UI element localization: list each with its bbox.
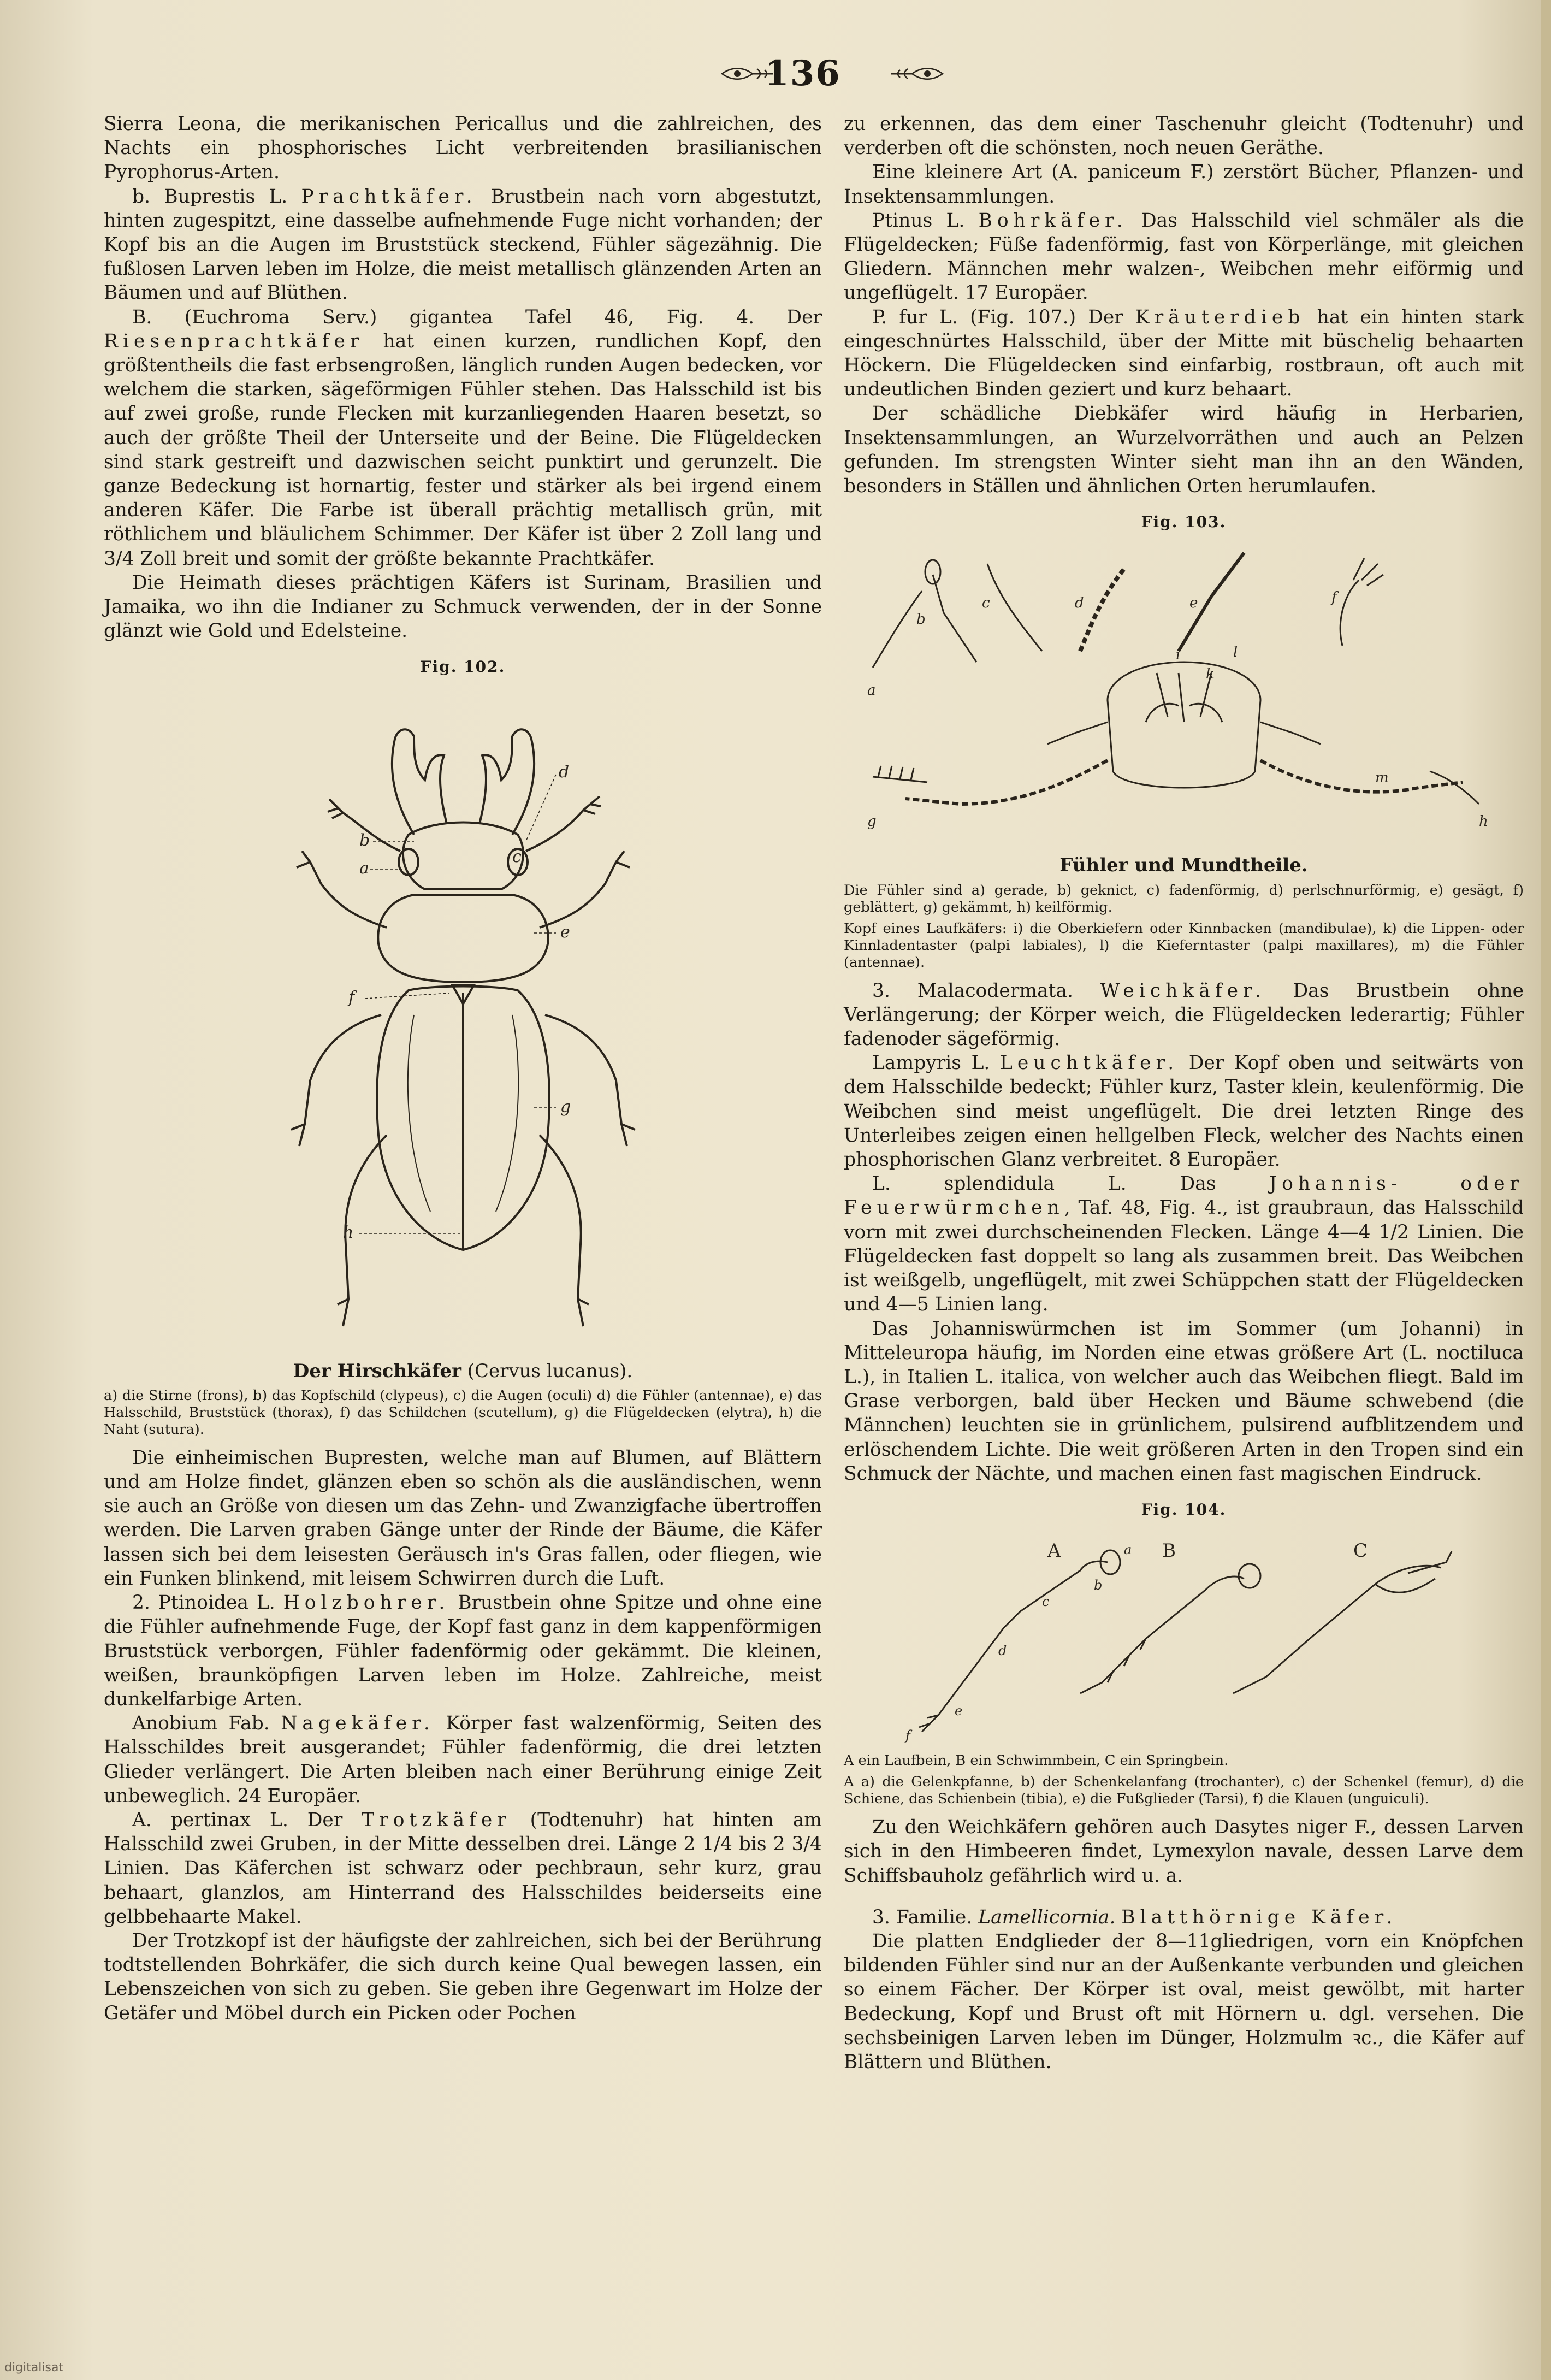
mandible-left [1146,704,1179,723]
paragraph-text: Das Halsschild viel schmäler als die Flügeldecken; Füße fadenförmig, fast von Körperlänge, mit gleichen Gliedern. Männchen mehr walzen-, Weibchen mehr eiförmig und ungeflügelt. 17 Europäer. [844,209,1524,304]
page-edge [1541,0,1551,2380]
figure-103 [844,510,1524,971]
beetle-head-outline [1108,662,1260,788]
figure-legend: A ein Laufbein, B ein Schwimmbein, C ein Springbein. [844,1752,1229,1769]
antenna-lamellate [1340,558,1383,646]
antenna-straight [873,591,922,668]
paragraph: zu erkennen, das dem einer Taschenuhr gleicht (Todtenuhr) und verderben oft die schönsten, noch neuen Geräthe. [844,113,1524,160]
beetle-thorax [378,895,548,982]
antennae-mouthparts-illustration [851,542,1517,848]
family-common: Blatthörnige Käfer. [1121,1906,1398,1928]
fig-label: f [1331,589,1337,606]
paragraph-text: (Todtenuhr) hat hinten am Halsschild zwei Gruben, in der Mitte desselben drei. Länge 2 1/4 bis 2 3/4 Linien. Das Käferchen ist schwarz oder pechbraun, sehr kurz, grau behaart, glanzlos, am Hinterrand des Halsschildes beiderseits eine gelbbehaarte Makel. [104,1809,822,1928]
page-header [715,52,890,96]
paragraph [844,209,1524,305]
antenna-elbowed [933,575,976,662]
paragraph: Der Trotzkopf ist der häufigste der zahlreichen, sich bei der Berührung todtstellenden Bohrkäfer, die sich durch keine Qual bewegen lassen, ein Lebenszeichen von sich zu geben. Sie geben ihre Gegenwart im Holze der Getäfer und Möbel durch ein Picken oder Pochen [104,1929,822,2024]
common-name: Prachtkäfer. [301,185,477,208]
antenna-serrate [1179,553,1244,651]
right-column [844,112,1524,2074]
paragraph: Eine kleinere Art (A. paniceum F.) zerstört Bücher, Pflanzen- und Insektensammlungen. [844,161,1524,208]
paragraph [104,185,822,305]
antenna-pectinate [873,766,927,782]
running-leg [919,1561,1108,1732]
jumping-leg [1233,1566,1441,1693]
family-heading [844,1905,1524,1929]
paragraph [844,305,1524,402]
fig-label: b [1093,1578,1102,1593]
antenna-moniliform [1080,569,1124,651]
antenna-filiform [987,564,1042,651]
group-name: 3. Malacodermata. [872,979,1073,1002]
fig-label: c [1041,1594,1049,1610]
fig-label: C [1353,1540,1368,1562]
genus-name: Lampyris L. [872,1052,990,1074]
genus-name: Ptinus L. [872,209,965,232]
paragraph: Das Johanniswürmchen ist im Sommer (um Johanni) in Mitteleuropa häufig, im Norden eine etwas größere Art (L. noctiluca L.), in Italien L. italica, von welcher auch das Weibchen fliegt. Bald im Grase verborgen, bald über Hecken und Bäume schwebend (die Männchen) leuchten sie in grünlichem, pulsirend aufblitzendem und erlöschendem Lichte. Die weit größeren Arten in den Tropen sind ein Schmuck der Nächte, und machen einen fast magischen Eindruck. [844,1318,1524,1485]
mid-leg-left [291,1015,381,1146]
common-name: Nagekäfer. [281,1712,435,1735]
common-name: Holzbohrer. [283,1592,450,1614]
paragraph-text: Das Brustbein ohne Verlängerung; der Körper weich, die Flügeldecken lederartig; Fühler fadenoder sägeförmig. [844,979,1524,1050]
figure-caption [844,853,1524,877]
paragraph [104,1808,822,1929]
fig-label: g [560,1097,571,1117]
footer-watermark: digitalisat [4,2361,64,2375]
left-column [104,112,822,2025]
fig-label: d [1074,595,1084,612]
common-name: Bohrkäfer. [978,209,1128,232]
paragraph: Die einheimischen Bupresten, welche man auf Blumen, auf Blättern und am Holze findet, glänzen eben so schön als die ausländischen, wenn sie auch an Größe von diesen um das Zehn- und Zwanzigfache übertroffen werden. Die Larven graben Gänge unter der Rinde der Bäume, die Käfer lassen sich bei dem leisesten Geräusch in's Gras fallen, oder fliegen, wie ein Funken blinkend, mit leisem Schwirren durch die Luft. [104,1446,822,1590]
page-number: 136 [765,53,841,94]
fig-label: d [558,762,569,782]
beetle-head [403,822,523,889]
fig-label: b [359,830,370,850]
paragraph-text: A. pertinax L. Der [132,1809,362,1831]
fig-label: k [1205,666,1215,683]
paragraph: Die Heimath dieses prächtigen Käfers ist Surinam, Brasilien und Jamaika, wo ihn die Indianer zu Schmuck verwenden, der in der Sonne glänzt wie Gold und Edelsteine. [104,571,822,642]
paragraph: Die platten Endglieder der 8—11gliedrigen, vorn ein Knöpfchen bildenden Fühler sind nur an der Außenkante verbunden und gleichen so einem Fächer. Der Körper ist oval, meist gewölbt, mit harter Bedeckung, Kopf und Brust oft mit Hörnern u. dgl. versehen. Die sechsbeinigen Larven leben im Dünger, Holzmulm ꝛc., die Käfer auf Blättern und Blüthen. [844,1930,1524,2073]
genus-name: Anobium Fab. [132,1712,270,1735]
paragraph-text: , Taf. 48, Fig. 4., ist graubraun, das Halsschild vorn mit zwei durchscheinenden Flecken. Länge 4—4 1/2 Linien. Die Flügeldecken fast doppelt so lang als zusammen breit. Das Weibchen ist weißgelb, ungeflügelt, mit zwei Schüppchen statt der Flügeldecken und 4—5 Linien lang. [844,1197,1524,1316]
paragraph [844,979,1524,1052]
figure-legend: a) die Stirne (frons), b) das Kopfschild (clypeus), c) die Augen (oculi) d) die Fühler (antennae), e) das Halsschild, Bruststück (thorax), f) das Schildchen (scutellum), g) die Flügeldecken (elytra), h) die Naht (sutura). [104,1387,822,1438]
caption-name: Fühler und Mundtheile. [1059,854,1308,877]
figure-legend: Kopf eines Laufkäfers: i) die Oberkiefern oder Kinnbacken (mandibulae), k) die Lippen- oder Kinnladentaster (palpi labiales), l) die Kieferntaster (palpi maxillares), m) die Fühler (antennae). [844,920,1524,971]
paragraph-text: Brustbein nach vorn abgestutzt, hinten zugespitzt, eine dasselbe aufnehmende Fuge nicht vorhanden; der Kopf bis an die Augen im Bruststück steckend, Fühler sägezähnig. Die fußlosen Larven leben im Holze, die meist metallisch glänzenden Arten an Bäumen und auf Blüthen. [104,185,822,304]
paragraph-text: B. (Euchroma Serv.) gigantea Tafel 46, Fig. 4. Der [132,306,822,328]
paragraph: Sierra Leona, die merikanischen Pericallus und die zahlreichen, des Nachts ein phosphorisches Licht verbreitenden brasilianischen Pyrophorus-Arten. [104,113,822,184]
left-mandible [392,729,446,835]
caption-name: Der Hirschkäfer [293,1360,461,1382]
stag-beetle-illustration [250,687,676,1354]
fig-label: f [348,988,354,1007]
fig-label: f [905,1728,910,1744]
figure-legend: A a) die Gelenkpfanne, b) der Schenkelanfang (trochanter), c) der Schenkel (femur), d) die Schiene, das Schienbein (tibia), e) die Fußglieder (Tarsi), f) die Klauen (unguiculi). [844,1774,1524,1808]
paragraph-text: hat ein hinten stark eingeschnürtes Halsschild, über der Mitte mit büschelig behaarten Höckern. Die Flügeldecken sind einfarbig, rostbraun, oft auch mit undeutlichen Binden geziert und kurz behaart. [844,306,1524,401]
front-leg-left [297,851,387,928]
fig-label: c [512,847,522,866]
paragraph: Zu den Weichkäfern gehören auch Dasytes niger F., dessen Larven sich in den Himbeeren findet, Lymexylon navale, dessen Larve dem Schiffsbauholz gefährlich wird u. a. [844,1816,1524,1887]
mandible-right [1189,704,1222,723]
figure-title: Fig. 104. [1141,1500,1227,1519]
common-name: Trotzkäfer [362,1809,511,1831]
front-leg-right [540,851,630,928]
mid-leg-right [545,1015,635,1146]
figure-104 [844,1498,1524,1808]
fig-label: A [1047,1540,1061,1562]
common-name: Riesenprachtkäfer [104,330,364,352]
paragraph [104,1591,822,1711]
palp-left [1047,722,1108,744]
paragraph [844,1051,1524,1172]
hind-leg-right [540,1135,589,1326]
fig-label: a [1123,1542,1132,1558]
fig-label: h [1478,813,1488,830]
caption-latin: (Cervus lucanus). [461,1360,633,1382]
fig-label: h [342,1223,353,1242]
antenna-left-long [905,760,1108,804]
common-name: Leuchtkäfer. [999,1052,1179,1074]
right-mandible [479,729,534,835]
group-name: 2. Ptinoidea L. [132,1592,275,1614]
figure-title: Fig. 103. [1141,513,1227,531]
fig-label: b [916,611,926,628]
paragraph-text: L. splendidula L. Das [872,1173,1270,1195]
antenna-right [526,796,601,851]
fig-label: e [560,922,570,942]
family-number: 3. Familie. [872,1906,979,1928]
paragraph-text: Brustbein ohne Spitze und ohne eine die Fühler aufnehmende Fuge, der Kopf fast ganz in dem kappenförmigen Bruststück verborgen, Fühler fadenförmig oder gekämmt. Die kleinen, weißen, braunköpfigen Larven leben im Holze. Zahlreiche, meist dunkelfarbige Arten. [104,1592,822,1710]
paragraph [104,1711,822,1808]
common-name: Kräuterdieb [1135,306,1305,328]
common-name: Weichkäfer. [1100,979,1266,1002]
fig-label: e [954,1703,962,1719]
beetle-legs-illustration [884,1529,1484,1748]
figure-legend: Die Fühler sind a) gerade, b) geknict, c) fadenförmig, d) perlschnurförmig, e) gesägt, f) geblättert, g) gekämmt, h) keilförmig. [844,882,1524,916]
swimming-leg [1080,1576,1244,1693]
figure-caption [104,1359,822,1383]
fig-label: l [1233,644,1238,661]
fig-label: i [1175,647,1180,664]
fig-label: g [867,813,877,830]
paragraph-text: hat einen kurzen, rundlichen Kopf, den größtentheils die fast erbsengroßen, länglich runden Augen bedecken, vor welchem die starken, sägeförmigen Fühler stehen. Das Halsschild ist bis auf zwei große, runde Flecken mit kurzanliegenden Haaren besetzt, so auch der größte Theil der Unterseite und der Beine. Die Flügeldecken sind stark gestreift und dazwischen seicht punktirt und gerunzelt. Die ganze Bedeckung ist hornartig, fester und stärker als bei irgend einem anderen Käfer. Die Farbe ist überall prächtig metallisch grün, mit röthlichem und bläulichem Schimmer. Der Käfer ist über 2 Zoll lang und 3/4 Zoll breit und somit der größte bekannte Prachtkäfer. [104,330,822,570]
family-latin: Lamellicornia. [978,1906,1116,1928]
header-ornament-right-icon [889,64,944,83]
figure-102 [104,655,822,1438]
fig-label: a [359,858,369,878]
fig-label: a [867,682,876,699]
antenna-right-long [1260,760,1463,792]
fig-label: m [1375,770,1389,787]
paragraph-text: Der Kopf oben und seitwärts von dem Halsschilde bedeckt; Fühler kurz, Taster klein, keulenförmig. Die Weibchen sind meist ungeflügelt. Die drei letzten Ringe des Unterleibes zeigen einen hellgelben Fleck, welcher des Nachts einen phosphorischen Glanz verbreitet. 8 Europäer. [844,1052,1524,1171]
palp-right [1260,722,1321,744]
genus-name: b. Buprestis L. [132,185,288,208]
common-name: Johannis- oder Feuerwürmchen [844,1173,1524,1219]
paragraph [844,1172,1524,1316]
antenna-clavate [1430,771,1479,804]
paragraph-text: Körper fast walzenförmig, Seiten des Halsschildes breit ausgerandet; Fühler fadenförmig, die drei letzten Glieder verlängert. Die Arten bleiben nach einer Berührung einige Zeit unbeweglich. 24 Europäer. [104,1712,822,1807]
paragraph-text: P. fur L. (Fig. 107.) Der [872,306,1135,328]
fig-label: c [981,595,990,612]
figure-title: Fig. 102. [420,658,506,676]
paragraph: Der schädliche Diebkäfer wird häufig in Herbarien, Insektensammlungen, an Wurzelvorräthen und auch an Pelzen gefunden. Im strengsten Winter sieht man ihn an den Wänden, besonders in Ställen und ähnlichen Orten herumlaufen. [844,403,1524,498]
fig-label: e [1189,595,1198,612]
fig-label: d [998,1643,1007,1659]
paragraph [104,305,822,571]
fig-label: B [1162,1540,1176,1562]
